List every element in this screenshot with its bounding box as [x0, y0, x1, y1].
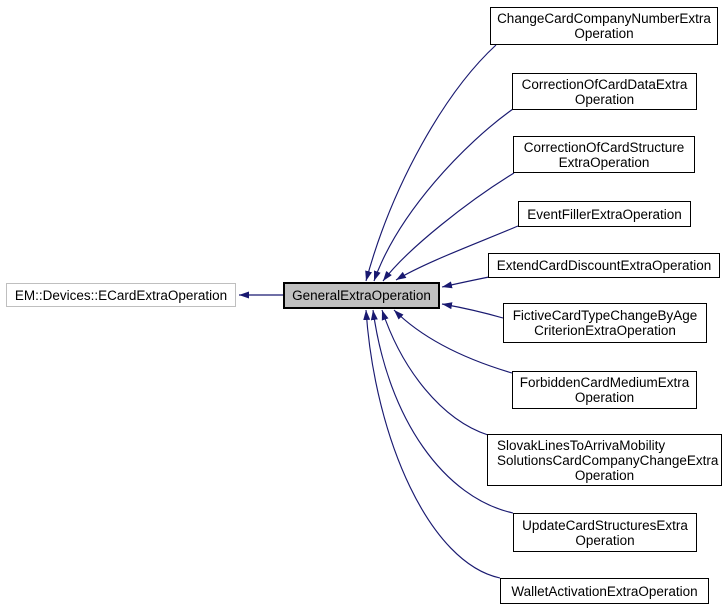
node-label-line: GeneralExtraOperation — [292, 288, 431, 303]
node-label-line: SlovakLinesToArrivaMobility — [497, 437, 666, 453]
node-label-line: ExtendCardDiscountExtraOperation — [496, 258, 712, 273]
node-label-line: ChangeCardCompanyNumberExtra — [497, 11, 711, 26]
node-label-line: CriterionExtraOperation — [534, 323, 676, 338]
edge-fictive-card-type-change — [442, 304, 503, 318]
node-general-extra-operation — [283, 282, 440, 309]
node-label-line: Operation — [574, 91, 635, 107]
node-wallet-activation-extra-operation[interactable] — [500, 578, 709, 604]
node-fictive-card-type-change-by-age-criterion-extra-operation[interactable] — [503, 303, 707, 343]
node-label-line: UpdateCardStructuresExtra — [522, 517, 688, 533]
node-correction-of-card-data-extra-operation[interactable] — [512, 73, 697, 110]
node-update-card-structures-extra-operation[interactable] — [513, 513, 697, 552]
node-extend-card-discount-extra-operation[interactable] — [488, 253, 720, 278]
node-forbidden-card-medium-extra-operation[interactable] — [512, 371, 697, 409]
node-event-filler-extra-operation[interactable] — [518, 201, 691, 227]
node-label-line: SolutionsCardCompanyChangeExtra — [497, 452, 719, 468]
edge-wallet-activation — [366, 310, 500, 578]
node-em-devices-ecard-extra-operation — [6, 283, 236, 307]
node-label-line: CorrectionOfCardStructure — [523, 139, 685, 155]
node-label-line: FictiveCardTypeChangeByAge — [512, 308, 698, 323]
node-slovak-lines-to-arriva-mobility-solutions-card-company-change-extra-operation[interactable] — [487, 434, 722, 486]
node-correction-of-card-structure-extra-operation[interactable] — [513, 136, 695, 173]
node-label-line: EventFillerExtraOperation — [527, 206, 682, 222]
node-label-line: EM::Devices::ECardExtraOperation — [14, 287, 228, 303]
node-label-line: CorrectionOfCardDataExtra — [521, 76, 688, 92]
edge-slovak-lines — [382, 310, 488, 435]
node-label-line: WalletActivationExtraOperation — [511, 583, 698, 599]
node-label-line: Operation — [574, 467, 635, 483]
edge-forbidden-card-medium — [394, 310, 512, 373]
edge-extend-card-discount — [442, 277, 489, 287]
edge-change-card-company-number — [366, 45, 496, 281]
node-label-line: ForbiddenCardMediumExtra — [519, 375, 690, 390]
node-label-line: Operation — [574, 390, 635, 405]
node-label-line: Operation — [575, 532, 635, 548]
node-label-line: ExtraOperation — [558, 154, 650, 170]
node-label-line: Operation — [574, 26, 634, 41]
node-change-card-company-number-extra-operation[interactable] — [490, 7, 718, 45]
